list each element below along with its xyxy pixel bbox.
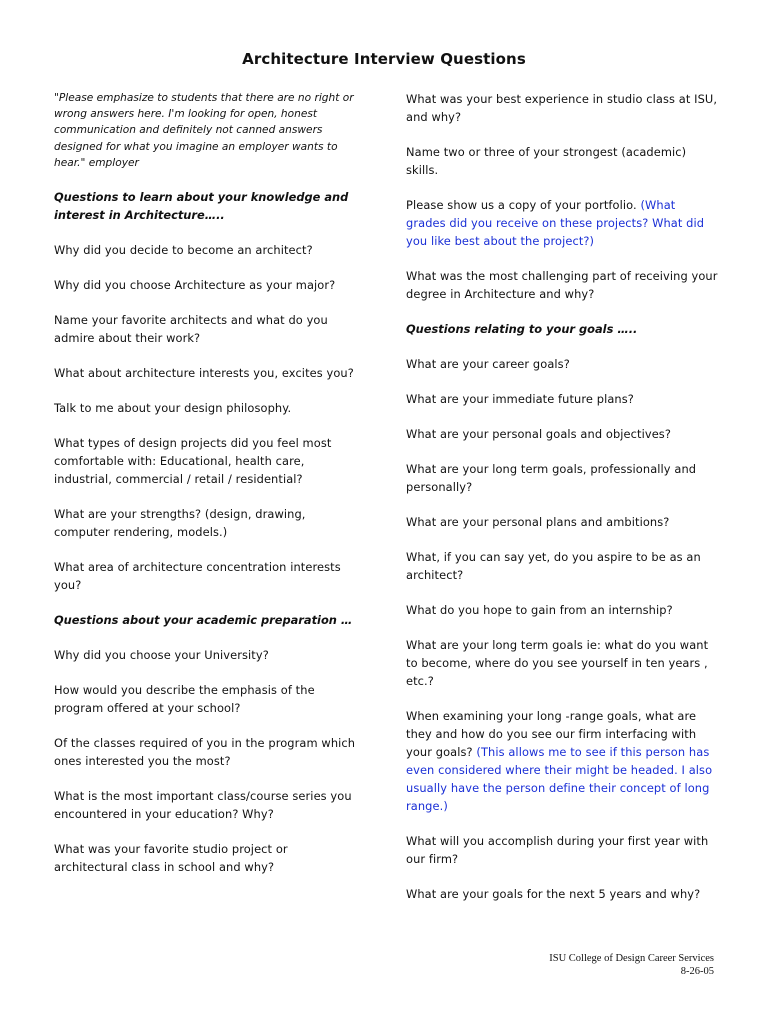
employer-note: (This allows me to see if this person has even considered where their might be headed. I also usually have the person define their concept of long range.) <box>406 745 713 813</box>
section-heading-academic: Questions about your academic preparation … <box>54 613 353 628</box>
question: What, if you can say yet, do you aspire to be as an architect? <box>406 550 701 582</box>
question: What are your career goals? <box>406 357 570 371</box>
question: How would you describe the emphasis of the program offered at your school? <box>54 683 315 716</box>
question <box>406 196 718 250</box>
question: Name your favorite architects and what do you admire about their work? <box>54 313 328 346</box>
question <box>406 707 718 815</box>
question: What are your personal plans and ambitions? <box>406 515 670 529</box>
question: Of the classes required of you in the program which ones interested you the most? <box>54 736 356 769</box>
question: What are your long term goals ie: what do you want to become, where do you see yourself in ten years , etc.? <box>406 638 709 688</box>
page-title: Architecture Interview Questions <box>242 50 526 68</box>
left-column <box>54 90 364 893</box>
question-text: When examining your long -range goals, what are they and how do you see our firm interfacing with your goals? <box>406 709 697 759</box>
question: Name two or three of your strongest (academic) skills. <box>406 145 687 177</box>
question: What do you hope to gain from an internship? <box>406 603 673 617</box>
question: What about architecture interests you, excites you? <box>54 366 354 381</box>
question: What are your long term goals, professionally and personally? <box>406 462 697 494</box>
question: What are your goals for the next 5 years and why? <box>406 887 701 901</box>
section-heading-knowledge: Questions to learn about your knowledge and interest in Architecture….. <box>54 190 349 223</box>
footer <box>549 952 714 978</box>
question: What was the most challenging part of receiving your degree in Architecture and why? <box>406 269 718 301</box>
question: Why did you choose your University? <box>54 648 269 663</box>
question: What are your immediate future plans? <box>406 392 634 406</box>
right-column <box>406 90 718 920</box>
question: What area of architecture concentration interests you? <box>54 560 341 593</box>
question: What are your strengths? (design, drawing, computer rendering, models.) <box>54 507 306 540</box>
question-text: Please show us a copy of your portfolio. <box>406 198 637 212</box>
employer-note: (What grades did you receive on these projects? What did you like best about the project?) <box>406 198 705 248</box>
employer-quote: "Please emphasize to students that there are no right or wrong answers here. I'm looking for open, honest communication and definitely not canned answers designed for what you imagine an employer wants to hear." employer <box>54 92 354 169</box>
question: What is the most important class/course series you encountered in your education? Why? <box>54 789 352 822</box>
question: What was your best experience in studio class at ISU, and why? <box>406 92 718 124</box>
question: What types of design projects did you feel most comfortable with: Educational, health care, industrial, commercial / retail / residential? <box>54 436 332 487</box>
question: Why did you decide to become an architect? <box>54 243 313 258</box>
footer-date: 8-26-05 <box>680 966 714 977</box>
footer-organization: ISU College of Design Career Services <box>549 953 714 964</box>
question: Talk to me about your design philosophy. <box>54 401 292 416</box>
section-heading-goals: Questions relating to your goals ….. <box>406 322 638 336</box>
question: Why did you choose Architecture as your major? <box>54 278 336 293</box>
question: What are your personal goals and objectives? <box>406 427 671 441</box>
question: What was your favorite studio project or architectural class in school and why? <box>54 842 288 875</box>
question: What will you accomplish during your first year with our firm? <box>406 834 709 866</box>
